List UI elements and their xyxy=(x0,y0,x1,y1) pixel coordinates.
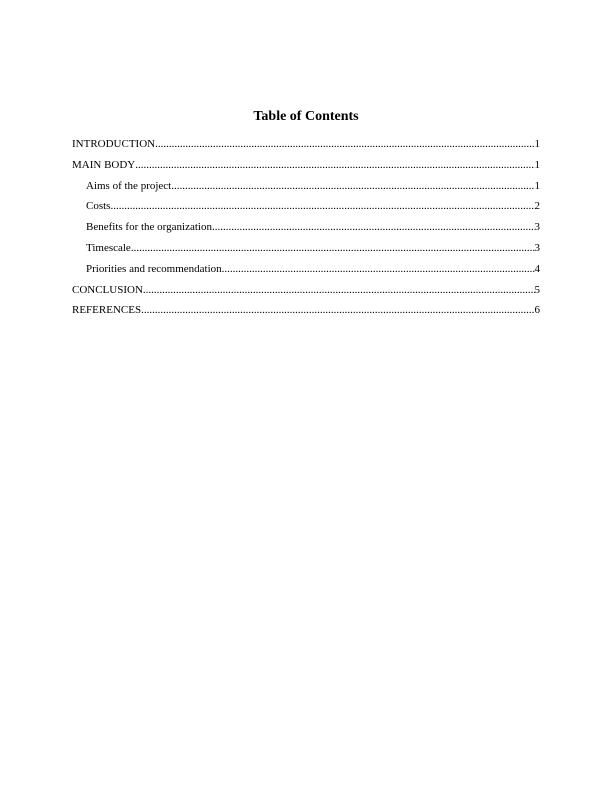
toc-page-number: 2 xyxy=(534,200,540,213)
toc-entry-conclusion[interactable] xyxy=(72,283,540,304)
dot-leader xyxy=(131,241,535,255)
dot-leader xyxy=(212,220,535,234)
toc-entry-references[interactable] xyxy=(72,303,540,324)
toc-entry-text: Benefits for the organization xyxy=(86,221,212,234)
toc-page-number: 6 xyxy=(534,304,540,317)
toc-entry-text: MAIN BODY xyxy=(72,158,136,171)
toc-entry-text: Priorities and recommendation xyxy=(86,262,222,275)
toc-page-number: 1 xyxy=(534,138,540,150)
toc-entry-text: Aims of the project xyxy=(86,179,172,192)
dot-leader xyxy=(143,283,535,297)
toc-entry-benefits[interactable] xyxy=(72,220,540,241)
toc-page-number: 5 xyxy=(534,283,540,296)
toc-entry-costs[interactable] xyxy=(72,199,540,220)
toc-entry-text: Costs xyxy=(86,200,111,213)
toc-page-number: 3 xyxy=(534,241,540,254)
toc-page-number: 3 xyxy=(534,221,540,234)
dot-leader xyxy=(135,158,534,172)
toc-page-number: 1 xyxy=(534,158,540,171)
toc-entry-text: REFERENCES xyxy=(72,304,142,317)
dot-leader xyxy=(171,179,534,193)
toc-page-number: 1 xyxy=(534,179,540,192)
toc-entry-main-body[interactable] xyxy=(72,158,540,179)
toc-title: Table of Contents xyxy=(253,109,359,124)
dot-leader xyxy=(141,303,534,317)
toc-entry-aims-of-the-project[interactable] xyxy=(72,179,540,200)
toc-entry-text: INTRODUCTION xyxy=(72,138,156,150)
dot-leader xyxy=(222,262,535,276)
toc-entry-text: Timescale xyxy=(86,241,131,254)
toc-entry-priorities[interactable] xyxy=(72,262,540,283)
dot-leader xyxy=(155,137,534,151)
dot-leader xyxy=(110,199,534,213)
toc-entry-timescale[interactable] xyxy=(72,241,540,262)
toc-page-number: 4 xyxy=(534,262,540,275)
toc-entry-introduction[interactable] xyxy=(72,137,540,158)
toc-list xyxy=(72,137,540,324)
toc-entry-text: CONCLUSION xyxy=(72,283,143,296)
